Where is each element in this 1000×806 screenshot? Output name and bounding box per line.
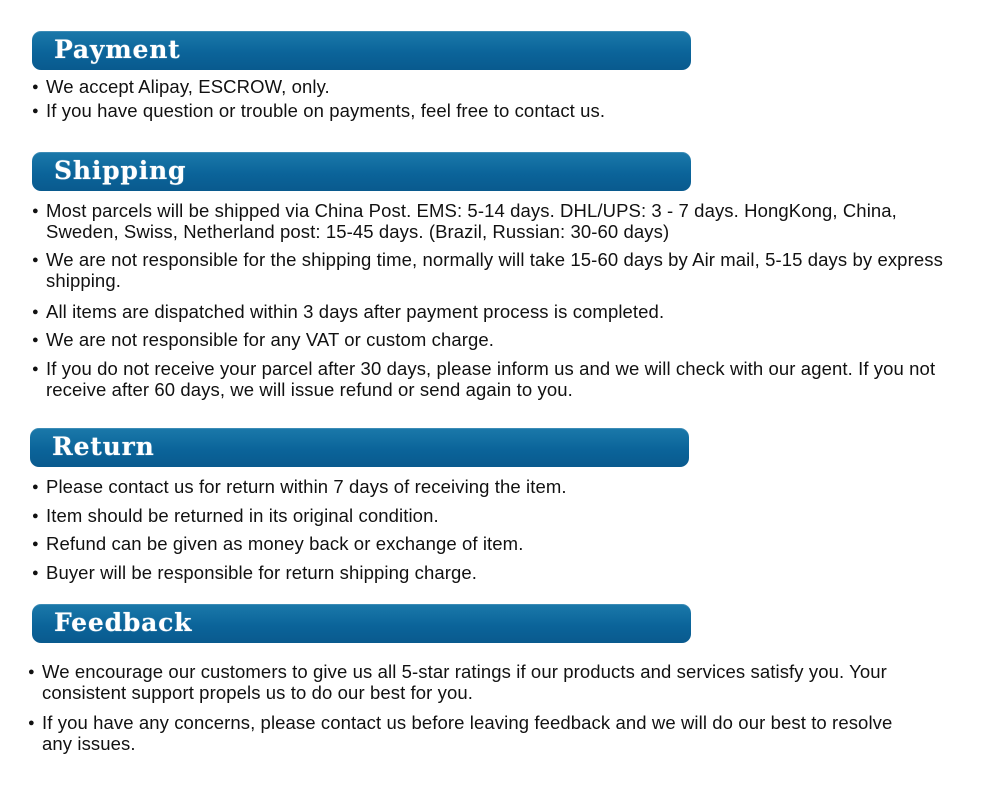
- payment-header: [32, 31, 691, 70]
- shipping-item: [32, 329, 966, 350]
- shipping-item-text: All items are dispatched within 3 days after payment process is completed.: [46, 301, 665, 322]
- bullet-icon: ●: [28, 666, 35, 678]
- feedback-item-text: We encourage our customers to give us all 5-star ratings if our products and services satisfy you. Your consistent support propels us to do our best for you.: [42, 661, 887, 703]
- return-item-text: Buyer will be responsible for return shipping charge.: [46, 562, 478, 583]
- shipping-item-text: Most parcels will be shipped via China Post. EMS: 5-14 days. DHL/UPS: 3 - 7 days. HongKong, China, Sweden, Swiss, Netherland post: 15-45 days. (Brazil, Russian: 30-60 days): [46, 200, 897, 242]
- bullet-icon: ●: [32, 81, 39, 93]
- shipping-item-text: We are not responsible for any VAT or custom charge.: [46, 329, 495, 350]
- shipping-item: [32, 249, 946, 291]
- bullet-icon: ●: [32, 363, 39, 375]
- shipping-item-text: We are not responsible for the shipping time, normally will take 15-60 days by Air mail, 5-15 days by express shipping.: [46, 249, 943, 291]
- shipping-header: [32, 152, 691, 191]
- bullet-icon: ●: [28, 717, 35, 729]
- return-header: [30, 428, 689, 467]
- bullet-icon: ●: [32, 205, 39, 217]
- feedback-item-text: If you have any concerns, please contact us before leaving feedback and we will do our best to resolve any issues.: [42, 712, 893, 754]
- return-item: [32, 476, 966, 497]
- feedback-title: Feedback: [54, 608, 193, 637]
- payment-item: [32, 100, 966, 121]
- bullet-icon: ●: [32, 538, 39, 550]
- return-item: [32, 505, 966, 526]
- payment-item-text: We accept Alipay, ESCROW, only.: [46, 76, 330, 97]
- feedback-item: [28, 712, 922, 754]
- return-item-text: Please contact us for return within 7 days of receiving the item.: [46, 476, 567, 497]
- shipping-item: [32, 301, 966, 322]
- feedback-item: [28, 661, 942, 703]
- bullet-icon: ●: [32, 334, 39, 346]
- bullet-icon: ●: [32, 481, 39, 493]
- bullet-icon: ●: [32, 567, 39, 579]
- payment-item: [32, 76, 966, 97]
- return-item: [32, 562, 966, 583]
- bullet-icon: ●: [32, 306, 39, 318]
- return-item-text: Refund can be given as money back or exchange of item.: [46, 533, 524, 554]
- return-item: [32, 533, 966, 554]
- feedback-header: [32, 604, 691, 643]
- payment-item-text: If you have question or trouble on payments, feel free to contact us.: [46, 100, 606, 121]
- bullet-icon: ●: [32, 510, 39, 522]
- shipping-title: Shipping: [54, 156, 187, 185]
- bullet-icon: ●: [32, 254, 39, 266]
- payment-title: Payment: [54, 35, 181, 64]
- shipping-item: [32, 358, 946, 400]
- shipping-item-text: If you do not receive your parcel after 30 days, please inform us and we will check with our agent. If you not receive after 60 days, we will issue refund or send again to you.: [46, 358, 936, 400]
- return-item-text: Item should be returned in its original condition.: [46, 505, 439, 526]
- return-title: Return: [52, 432, 155, 461]
- shipping-item: [32, 200, 926, 242]
- bullet-icon: ●: [32, 105, 39, 117]
